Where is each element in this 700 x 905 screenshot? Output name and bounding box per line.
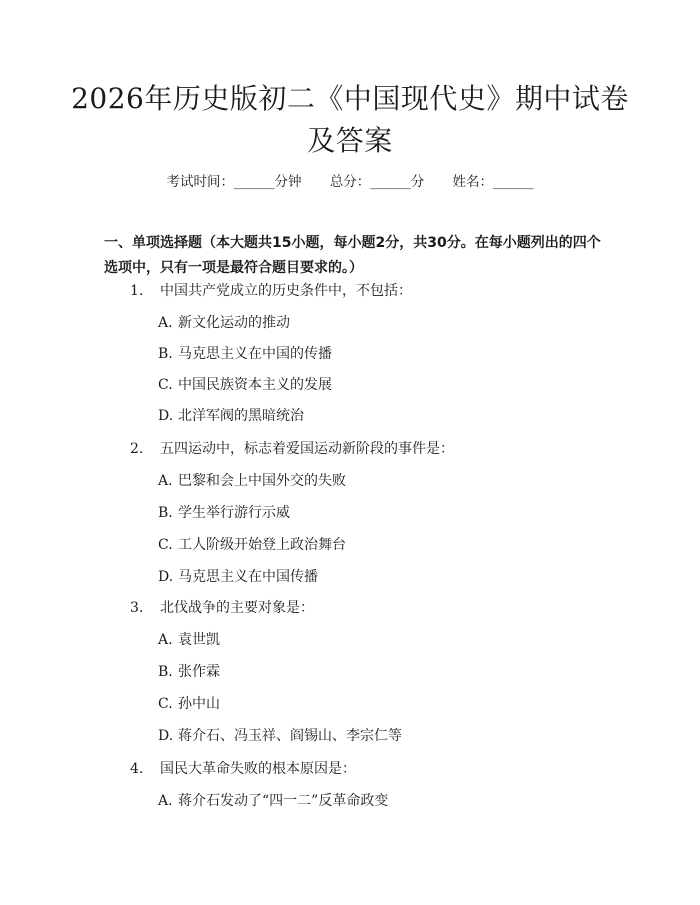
option-3d (158, 726, 402, 746)
option-3b (158, 662, 220, 682)
option-letter: D. (158, 408, 174, 424)
exam-info-line (0, 170, 700, 190)
total-score-field: 总分：______分 (329, 174, 425, 190)
option-letter: A. (158, 473, 173, 489)
page-title: 2026年历史版初二《中国现代史》期中试卷及答案 (71, 82, 629, 157)
question-number: 2. (130, 441, 144, 457)
option-letter: C. (158, 377, 173, 393)
question-4 (130, 759, 356, 779)
option-text: 中国民族资本主义的发展 (178, 377, 332, 393)
option-text: 巴黎和会上中国外交的失败 (178, 473, 346, 489)
option-1a (158, 313, 290, 333)
option-letter: A. (158, 632, 173, 648)
option-1b (158, 344, 332, 364)
option-3c (158, 694, 220, 714)
question-1 (130, 281, 412, 301)
question-text: 五四运动中，标志着爱国运动新阶段的事件是： (160, 441, 454, 457)
option-letter: C. (158, 696, 173, 712)
option-text: 马克思主义在中国传播 (178, 569, 318, 585)
question-text: 国民大革命失败的根本原因是： (160, 761, 356, 777)
option-letter: D. (158, 728, 174, 744)
option-text: 袁世凯 (178, 632, 220, 648)
question-text: 中国共产党成立的历史条件中，不包括： (160, 283, 412, 299)
question-2 (130, 439, 454, 459)
option-text: 马克思主义在中国的传播 (178, 346, 332, 362)
option-2d (158, 567, 318, 587)
option-text: 张作霖 (178, 664, 220, 680)
option-3a (158, 630, 220, 650)
option-text: 学生举行游行示威 (178, 505, 290, 521)
option-1d (158, 406, 304, 426)
option-2a (158, 471, 346, 491)
option-1c (158, 375, 332, 395)
option-2c (158, 535, 346, 555)
question-number: 3. (130, 600, 144, 616)
question-number: 4. (130, 761, 144, 777)
section-heading: 一、单项选择题（本大题共15小题，每小题2分，共30分。在每小题列出的四个选项中，只有一项是最符合题目要求的。） (104, 235, 601, 276)
option-text: 孙中山 (178, 696, 220, 712)
option-letter: A. (158, 315, 173, 331)
question-3 (130, 598, 314, 618)
student-name-field: 姓名：______ (452, 174, 534, 190)
option-text: 工人阶级开始登上政治舞台 (178, 537, 346, 553)
option-4a (158, 791, 388, 811)
option-letter: D. (158, 569, 174, 585)
option-letter: A. (158, 793, 173, 809)
option-text: 蒋介石、冯玉祥、阎锡山、李宗仁等 (178, 728, 402, 744)
question-number: 1. (130, 283, 144, 299)
option-2b (158, 503, 290, 523)
option-text: 新文化运动的推动 (178, 315, 290, 331)
option-letter: B. (158, 664, 173, 680)
option-letter: B. (158, 346, 173, 362)
option-letter: C. (158, 537, 173, 553)
option-text: 北洋军阀的黑暗统治 (178, 408, 304, 424)
exam-time-field: 考试时间：______分钟 (166, 174, 302, 190)
option-letter: B. (158, 505, 173, 521)
option-text: 蒋介石发动了“四一二”反革命政变 (178, 793, 389, 809)
question-text: 北伐战争的主要对象是： (160, 600, 314, 616)
